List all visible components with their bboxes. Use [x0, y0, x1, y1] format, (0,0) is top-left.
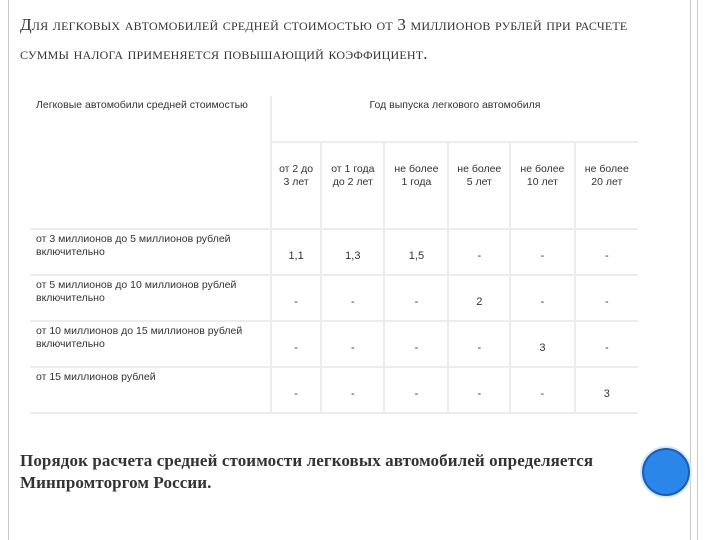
value-cell: -: [321, 275, 384, 321]
subheader-cell: не более 10 лет: [510, 142, 574, 229]
subheader-cell: от 2 до 3 лет: [271, 142, 321, 229]
value-cell: -: [575, 321, 638, 367]
value-cell: -: [384, 367, 448, 413]
subheader-cell: не более 20 лет: [575, 142, 638, 229]
decorative-circle-icon: [642, 448, 690, 496]
value-cell: -: [510, 367, 574, 413]
row-label: от 3 миллионов до 5 миллионов рублей включительно: [30, 229, 271, 275]
table-row: [30, 229, 638, 275]
value-cell: -: [384, 321, 448, 367]
value-cell: 1,1: [271, 229, 321, 275]
value-cell: 2: [448, 275, 510, 321]
value-cell: 1,5: [384, 229, 448, 275]
right-border-line-outer: [697, 0, 698, 540]
slide-title: Для легковых автомобилей средней стоимостью от 3 миллионов рублей при расчете суммы налога применяется повышающий коэффициент.: [20, 15, 628, 63]
footer-note: Порядок расчета средней стоимости легковых автомобилей определяется Минпромторгом России.: [20, 451, 594, 492]
tax-table: [30, 96, 638, 414]
row-label: от 5 миллионов до 10 миллионов рублей включительно: [30, 275, 271, 321]
subheader-cell: не более 5 лет: [448, 142, 510, 229]
coefficient-table: [30, 96, 638, 414]
value-cell: -: [271, 367, 321, 413]
right-border-line: [690, 0, 691, 540]
value-cell: -: [575, 229, 638, 275]
value-cell: -: [448, 321, 510, 367]
value-cell: -: [271, 321, 321, 367]
value-cell: -: [321, 367, 384, 413]
year-header: Год выпуска легкового автомобиля: [271, 96, 638, 142]
value-cell: -: [575, 275, 638, 321]
value-cell: -: [510, 229, 574, 275]
value-cell: 3: [510, 321, 574, 367]
value-cell: 3: [575, 367, 638, 413]
value-cell: -: [384, 275, 448, 321]
table-header-row: [30, 96, 638, 142]
value-cell: 1,3: [321, 229, 384, 275]
subheader-cell: от 1 года до 2 лет: [321, 142, 384, 229]
left-border-line: [8, 0, 9, 540]
value-cell: -: [271, 275, 321, 321]
value-cell: -: [448, 229, 510, 275]
row-label: от 15 миллионов рублей: [30, 367, 271, 413]
row-label: от 10 миллионов до 15 миллионов рублей включительно: [30, 321, 271, 367]
corner-header: Легковые автомобили средней стоимостью: [30, 96, 271, 229]
table-row: [30, 321, 638, 367]
value-cell: -: [448, 367, 510, 413]
table-row: [30, 367, 638, 413]
value-cell: -: [321, 321, 384, 367]
table-row: [30, 275, 638, 321]
value-cell: -: [510, 275, 574, 321]
subheader-cell: не более 1 года: [384, 142, 448, 229]
